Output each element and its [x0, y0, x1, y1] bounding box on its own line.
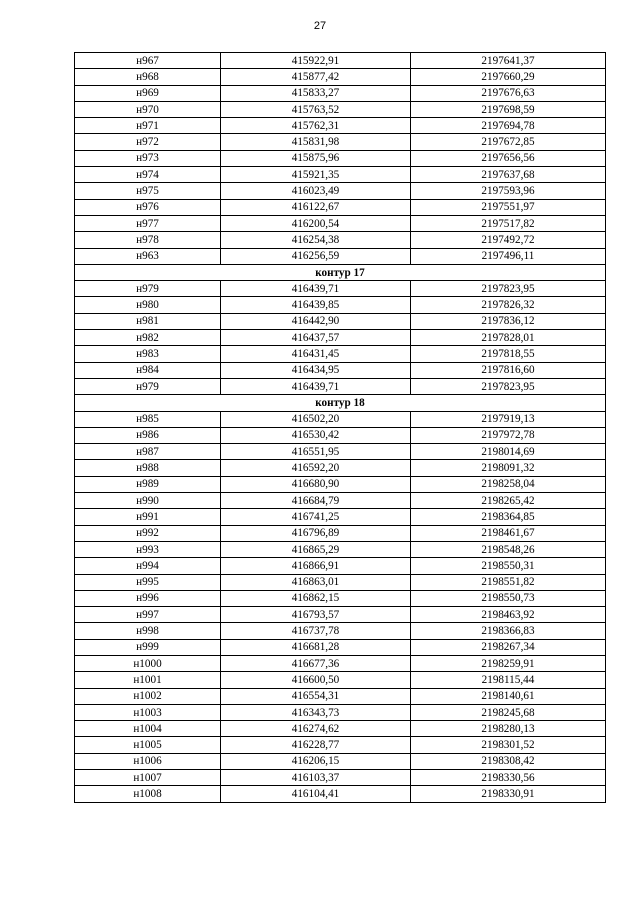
- table-row: [75, 639, 606, 655]
- x-coordinate-cell: 416796,89: [221, 525, 411, 541]
- y-coordinate-cell: 2197672,85: [411, 134, 606, 150]
- point-id-cell: н973: [75, 150, 221, 166]
- point-id-cell: н994: [75, 558, 221, 574]
- x-coordinate-cell: 415877,42: [221, 69, 411, 85]
- x-coordinate-cell: 416206,15: [221, 753, 411, 769]
- point-id-cell: н970: [75, 101, 221, 117]
- point-id-cell: н1002: [75, 688, 221, 704]
- y-coordinate-cell: 2198550,31: [411, 558, 606, 574]
- x-coordinate-cell: 416256,59: [221, 248, 411, 264]
- x-coordinate-cell: 416680,90: [221, 476, 411, 492]
- x-coordinate-cell: 416439,71: [221, 281, 411, 297]
- y-coordinate-cell: 2197972,78: [411, 427, 606, 443]
- coordinates-table: [74, 52, 606, 803]
- point-id-cell: н996: [75, 590, 221, 606]
- x-coordinate-cell: 416439,85: [221, 297, 411, 313]
- x-coordinate-cell: 415875,96: [221, 150, 411, 166]
- point-id-cell: н997: [75, 607, 221, 623]
- y-coordinate-cell: 2198258,04: [411, 476, 606, 492]
- y-coordinate-cell: 2198140,61: [411, 688, 606, 704]
- x-coordinate-cell: 416431,45: [221, 346, 411, 362]
- x-coordinate-cell: 416793,57: [221, 607, 411, 623]
- x-coordinate-cell: 416737,78: [221, 623, 411, 639]
- table-row: [75, 493, 606, 509]
- table-row: [75, 85, 606, 101]
- table-row: [75, 574, 606, 590]
- point-id-cell: н1008: [75, 786, 221, 802]
- y-coordinate-cell: 2197593,96: [411, 183, 606, 199]
- x-coordinate-cell: 416554,31: [221, 688, 411, 704]
- y-coordinate-cell: 2197826,32: [411, 297, 606, 313]
- y-coordinate-cell: 2198548,26: [411, 541, 606, 557]
- y-coordinate-cell: 2198265,42: [411, 493, 606, 509]
- point-id-cell: н968: [75, 69, 221, 85]
- table-row: [75, 558, 606, 574]
- point-id-cell: н1003: [75, 704, 221, 720]
- table-row: [75, 623, 606, 639]
- table-row: [75, 411, 606, 427]
- point-id-cell: н1000: [75, 655, 221, 671]
- x-coordinate-cell: 416862,15: [221, 590, 411, 606]
- y-coordinate-cell: 2198115,44: [411, 672, 606, 688]
- table-row: [75, 590, 606, 606]
- table-row: [75, 786, 606, 802]
- x-coordinate-cell: 416434,95: [221, 362, 411, 378]
- x-coordinate-cell: 416439,71: [221, 378, 411, 394]
- y-coordinate-cell: 2197823,95: [411, 378, 606, 394]
- table-row: [75, 134, 606, 150]
- y-coordinate-cell: 2197492,72: [411, 232, 606, 248]
- section-title: контур 17: [75, 264, 606, 280]
- table-row: [75, 53, 606, 69]
- table-row: [75, 655, 606, 671]
- table-row: [75, 672, 606, 688]
- y-coordinate-cell: 2198014,69: [411, 444, 606, 460]
- x-coordinate-cell: 416684,79: [221, 493, 411, 509]
- table-row: [75, 444, 606, 460]
- point-id-cell: н990: [75, 493, 221, 509]
- table-row: [75, 770, 606, 786]
- x-coordinate-cell: 416741,25: [221, 509, 411, 525]
- table-row: [75, 118, 606, 134]
- y-coordinate-cell: 2197816,60: [411, 362, 606, 378]
- x-coordinate-cell: 415763,52: [221, 101, 411, 117]
- y-coordinate-cell: 2197551,97: [411, 199, 606, 215]
- point-id-cell: н1005: [75, 737, 221, 753]
- table-row: [75, 330, 606, 346]
- table-row: [75, 541, 606, 557]
- point-id-cell: н985: [75, 411, 221, 427]
- point-id-cell: н991: [75, 509, 221, 525]
- y-coordinate-cell: 2197496,11: [411, 248, 606, 264]
- y-coordinate-cell: 2197698,59: [411, 101, 606, 117]
- point-id-cell: н980: [75, 297, 221, 313]
- table-row: [75, 150, 606, 166]
- table-row: [75, 525, 606, 541]
- y-coordinate-cell: 2198267,34: [411, 639, 606, 655]
- point-id-cell: н963: [75, 248, 221, 264]
- y-coordinate-cell: 2197656,56: [411, 150, 606, 166]
- x-coordinate-cell: 416863,01: [221, 574, 411, 590]
- x-coordinate-cell: 416104,41: [221, 786, 411, 802]
- x-coordinate-cell: 416254,38: [221, 232, 411, 248]
- y-coordinate-cell: 2198280,13: [411, 721, 606, 737]
- table-row: [75, 509, 606, 525]
- table-row: [75, 688, 606, 704]
- x-coordinate-cell: 416103,37: [221, 770, 411, 786]
- section-header-row: [75, 395, 606, 411]
- point-id-cell: н974: [75, 167, 221, 183]
- y-coordinate-cell: 2197694,78: [411, 118, 606, 134]
- coordinates-table-body: [75, 53, 606, 803]
- table-row: [75, 476, 606, 492]
- point-id-cell: н967: [75, 53, 221, 69]
- point-id-cell: н987: [75, 444, 221, 460]
- point-id-cell: н971: [75, 118, 221, 134]
- x-coordinate-cell: 416274,62: [221, 721, 411, 737]
- table-row: [75, 281, 606, 297]
- y-coordinate-cell: 2198308,42: [411, 753, 606, 769]
- point-id-cell: н984: [75, 362, 221, 378]
- table-row: [75, 248, 606, 264]
- x-coordinate-cell: 416865,29: [221, 541, 411, 557]
- y-coordinate-cell: 2198550,73: [411, 590, 606, 606]
- x-coordinate-cell: 416437,57: [221, 330, 411, 346]
- point-id-cell: н999: [75, 639, 221, 655]
- point-id-cell: н992: [75, 525, 221, 541]
- y-coordinate-cell: 2198366,83: [411, 623, 606, 639]
- point-id-cell: н976: [75, 199, 221, 215]
- y-coordinate-cell: 2197660,29: [411, 69, 606, 85]
- y-coordinate-cell: 2197823,95: [411, 281, 606, 297]
- section-title: контур 18: [75, 395, 606, 411]
- table-row: [75, 167, 606, 183]
- x-coordinate-cell: 416530,42: [221, 427, 411, 443]
- table-row: [75, 313, 606, 329]
- point-id-cell: н978: [75, 232, 221, 248]
- y-coordinate-cell: 2198259,91: [411, 655, 606, 671]
- x-coordinate-cell: 415762,31: [221, 118, 411, 134]
- point-id-cell: н988: [75, 460, 221, 476]
- x-coordinate-cell: 416228,77: [221, 737, 411, 753]
- point-id-cell: н1006: [75, 753, 221, 769]
- x-coordinate-cell: 415831,98: [221, 134, 411, 150]
- x-coordinate-cell: 416866,91: [221, 558, 411, 574]
- table-row: [75, 297, 606, 313]
- point-id-cell: н989: [75, 476, 221, 492]
- point-id-cell: н975: [75, 183, 221, 199]
- y-coordinate-cell: 2197828,01: [411, 330, 606, 346]
- x-coordinate-cell: 416592,20: [221, 460, 411, 476]
- point-id-cell: н972: [75, 134, 221, 150]
- table-row: [75, 378, 606, 394]
- table-row: [75, 427, 606, 443]
- x-coordinate-cell: 416122,67: [221, 199, 411, 215]
- x-coordinate-cell: 416502,20: [221, 411, 411, 427]
- y-coordinate-cell: 2198330,56: [411, 770, 606, 786]
- y-coordinate-cell: 2197836,12: [411, 313, 606, 329]
- y-coordinate-cell: 2197517,82: [411, 215, 606, 231]
- x-coordinate-cell: 415922,91: [221, 53, 411, 69]
- point-id-cell: н979: [75, 378, 221, 394]
- point-id-cell: н1001: [75, 672, 221, 688]
- x-coordinate-cell: 416343,73: [221, 704, 411, 720]
- x-coordinate-cell: 416442,90: [221, 313, 411, 329]
- y-coordinate-cell: 2197641,37: [411, 53, 606, 69]
- table-row: [75, 607, 606, 623]
- point-id-cell: н982: [75, 330, 221, 346]
- y-coordinate-cell: 2197676,63: [411, 85, 606, 101]
- y-coordinate-cell: 2198091,32: [411, 460, 606, 476]
- table-row: [75, 346, 606, 362]
- point-id-cell: н983: [75, 346, 221, 362]
- point-id-cell: н969: [75, 85, 221, 101]
- table-row: [75, 721, 606, 737]
- y-coordinate-cell: 2197919,13: [411, 411, 606, 427]
- y-coordinate-cell: 2198461,67: [411, 525, 606, 541]
- point-id-cell: н993: [75, 541, 221, 557]
- x-coordinate-cell: 416681,28: [221, 639, 411, 655]
- table-row: [75, 753, 606, 769]
- x-coordinate-cell: 416551,95: [221, 444, 411, 460]
- y-coordinate-cell: 2198301,52: [411, 737, 606, 753]
- point-id-cell: н986: [75, 427, 221, 443]
- table-row: [75, 215, 606, 231]
- section-header-row: [75, 264, 606, 280]
- x-coordinate-cell: 416600,50: [221, 672, 411, 688]
- x-coordinate-cell: 416677,36: [221, 655, 411, 671]
- point-id-cell: н981: [75, 313, 221, 329]
- x-coordinate-cell: 415833,27: [221, 85, 411, 101]
- x-coordinate-cell: 415921,35: [221, 167, 411, 183]
- point-id-cell: н1004: [75, 721, 221, 737]
- point-id-cell: н977: [75, 215, 221, 231]
- x-coordinate-cell: 416023,49: [221, 183, 411, 199]
- table-row: [75, 69, 606, 85]
- table-row: [75, 232, 606, 248]
- y-coordinate-cell: 2198463,92: [411, 607, 606, 623]
- y-coordinate-cell: 2198551,82: [411, 574, 606, 590]
- y-coordinate-cell: 2198364,85: [411, 509, 606, 525]
- y-coordinate-cell: 2198330,91: [411, 786, 606, 802]
- point-id-cell: н995: [75, 574, 221, 590]
- table-row: [75, 199, 606, 215]
- point-id-cell: н1007: [75, 770, 221, 786]
- table-row: [75, 737, 606, 753]
- page-number: 27: [313, 20, 327, 32]
- y-coordinate-cell: 2198245,68: [411, 704, 606, 720]
- y-coordinate-cell: 2197818,55: [411, 346, 606, 362]
- point-id-cell: н979: [75, 281, 221, 297]
- table-row: [75, 362, 606, 378]
- table-row: [75, 704, 606, 720]
- x-coordinate-cell: 416200,54: [221, 215, 411, 231]
- table-row: [75, 183, 606, 199]
- table-row: [75, 460, 606, 476]
- point-id-cell: н998: [75, 623, 221, 639]
- table-row: [75, 101, 606, 117]
- y-coordinate-cell: 2197637,68: [411, 167, 606, 183]
